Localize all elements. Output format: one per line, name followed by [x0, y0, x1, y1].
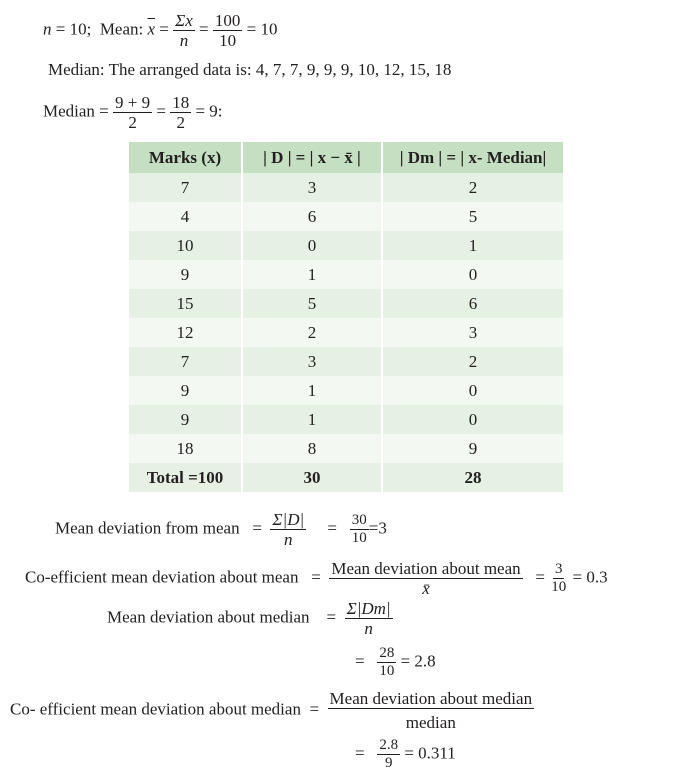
numerator: Σ|D| [272, 510, 305, 529]
denominator: median [405, 713, 456, 732]
d-cell: 5 [242, 289, 382, 318]
d-cell: 1 [242, 376, 382, 405]
table-row [129, 289, 563, 318]
d-cell: 8 [242, 434, 382, 463]
equals-sign: = [355, 743, 365, 763]
three-over-ten [549, 562, 568, 595]
dm-cell: 0 [382, 376, 563, 405]
deviation-table [129, 142, 563, 492]
numerator: 9 + 9 [115, 93, 151, 112]
md-mean-line [55, 511, 387, 548]
md-median-label: Mean deviation about median [107, 607, 310, 627]
mean-result: = 10 [246, 19, 278, 39]
table-row [129, 405, 563, 434]
dm-cell: 3 [382, 318, 563, 347]
table-row [129, 202, 563, 231]
denominator: 10 [379, 663, 395, 679]
marks-cell: 9 [129, 405, 242, 434]
coef-median-fraction [328, 690, 535, 731]
denominator: n [284, 530, 293, 549]
numerator: Σ|Dm| [346, 599, 391, 618]
equals-sign: = [535, 567, 545, 587]
marks-cell: 18 [129, 434, 242, 463]
denominator: n [364, 619, 373, 638]
numerator: 100 [214, 11, 241, 30]
marks-cell: 9 [129, 260, 242, 289]
median-arranged-data: Median: The arranged data is: 4, 7, 7, 9, 9, 9, 10, 12, 15, 18 [48, 60, 452, 79]
md-median-line [107, 600, 393, 637]
d-cell: 6 [242, 202, 382, 231]
mean-label: Mean: [99, 19, 144, 39]
denominator: 2 [128, 113, 137, 132]
total-label: Total =100 [129, 463, 242, 492]
marks-cell: 9 [129, 376, 242, 405]
equals-sign: = [327, 518, 337, 538]
dm-cell: 1 [382, 231, 563, 260]
equals-sign: = [199, 19, 209, 39]
equals-sign: = [309, 699, 320, 719]
median-fraction-2 [170, 94, 191, 131]
numerator: 2.8 [379, 737, 399, 753]
dm-cell: 0 [382, 405, 563, 434]
sum-x: Σx [175, 11, 193, 30]
table-row [129, 173, 563, 202]
equals-sign: = [355, 651, 365, 671]
n-denominator: n [179, 31, 189, 50]
equals-sign: = [326, 607, 337, 627]
numerator: 18 [172, 93, 190, 112]
median-label: Median = [43, 101, 109, 121]
coef-median-result-line [355, 738, 456, 771]
marks-cell: 10 [129, 231, 242, 260]
two-point-eight-over-nine [377, 738, 400, 771]
equals-sign: = [156, 101, 166, 121]
table-row [129, 347, 563, 376]
numerator: Mean deviation about median [329, 689, 533, 708]
header-marks: Marks (x) [129, 142, 242, 173]
marks-cell: 7 [129, 347, 242, 376]
numerator: 3 [554, 561, 563, 577]
median-calculation [43, 94, 223, 131]
x-bar-symbol: $\overline{x}$ [147, 19, 156, 39]
hundred-over-ten [213, 12, 243, 49]
coef-mean-line [25, 560, 608, 597]
table-header-row [129, 142, 563, 173]
d-cell: 3 [242, 173, 382, 202]
table-row [129, 376, 563, 405]
total-d: 30 [242, 463, 382, 492]
numerator: 30 [351, 512, 367, 528]
marks-cell: 7 [129, 173, 242, 202]
coef-mean-result: = 0.3 [572, 567, 608, 587]
sum-d-over-n [270, 511, 306, 548]
denominator: 10 [219, 31, 237, 50]
denominator: 9 [384, 755, 393, 771]
numerator: Mean deviation about mean [331, 559, 521, 578]
table-row [129, 434, 563, 463]
sum-x-over-n [173, 12, 195, 49]
dm-cell: 0 [382, 260, 563, 289]
equals-sign: = [159, 19, 169, 39]
dm-cell: 9 [382, 434, 563, 463]
marks-cell: 4 [129, 202, 242, 231]
n-value: = 10; [51, 19, 92, 39]
denominator: 2 [176, 113, 185, 132]
md-median-result-line [355, 646, 436, 679]
equals-sign: = [311, 567, 321, 587]
d-cell: 1 [242, 260, 382, 289]
marks-cell: 15 [129, 289, 242, 318]
d-cell: 1 [242, 405, 382, 434]
md-mean-result: =3 [368, 518, 387, 538]
d-cell: 3 [242, 347, 382, 376]
denominator: x̄ [422, 579, 430, 598]
denominator: 10 [551, 579, 567, 595]
coef-median-result: = 0.311 [404, 743, 456, 763]
median-fraction-1 [113, 94, 152, 131]
md-mean-label: Mean deviation from mean [55, 518, 240, 538]
numerator: 28 [379, 645, 395, 661]
table-total-row [129, 463, 563, 492]
dm-cell: 5 [382, 202, 563, 231]
denominator: 10 [351, 530, 367, 546]
thirty-over-ten [350, 513, 369, 546]
median-result: = 9: [195, 101, 223, 121]
md-median-result: = 2.8 [400, 651, 436, 671]
header-deviation-mean: | D | = | x − x̄ | [242, 142, 382, 173]
header-deviation-median: | Dm | = | x- Median| [382, 142, 563, 173]
coef-mean-label: Co-efficient mean deviation about mean [25, 567, 299, 587]
mean-formula-line [43, 12, 277, 49]
table-row [129, 231, 563, 260]
dm-cell: 2 [382, 347, 563, 376]
table-row [129, 318, 563, 347]
table-row [129, 260, 563, 289]
coef-median-label: Co- efficient mean deviation about median [10, 699, 301, 719]
total-dm: 28 [382, 463, 563, 492]
twentyeight-over-ten [377, 646, 396, 679]
coef-median-line [10, 690, 534, 731]
equals-sign: = [252, 518, 262, 538]
d-cell: 2 [242, 318, 382, 347]
dm-cell: 2 [382, 173, 563, 202]
sum-dm-over-n [345, 600, 393, 637]
d-cell: 0 [242, 231, 382, 260]
n-symbol: n [43, 19, 52, 39]
coef-mean-fraction [329, 560, 522, 597]
dm-cell: 6 [382, 289, 563, 318]
marks-cell: 12 [129, 318, 242, 347]
